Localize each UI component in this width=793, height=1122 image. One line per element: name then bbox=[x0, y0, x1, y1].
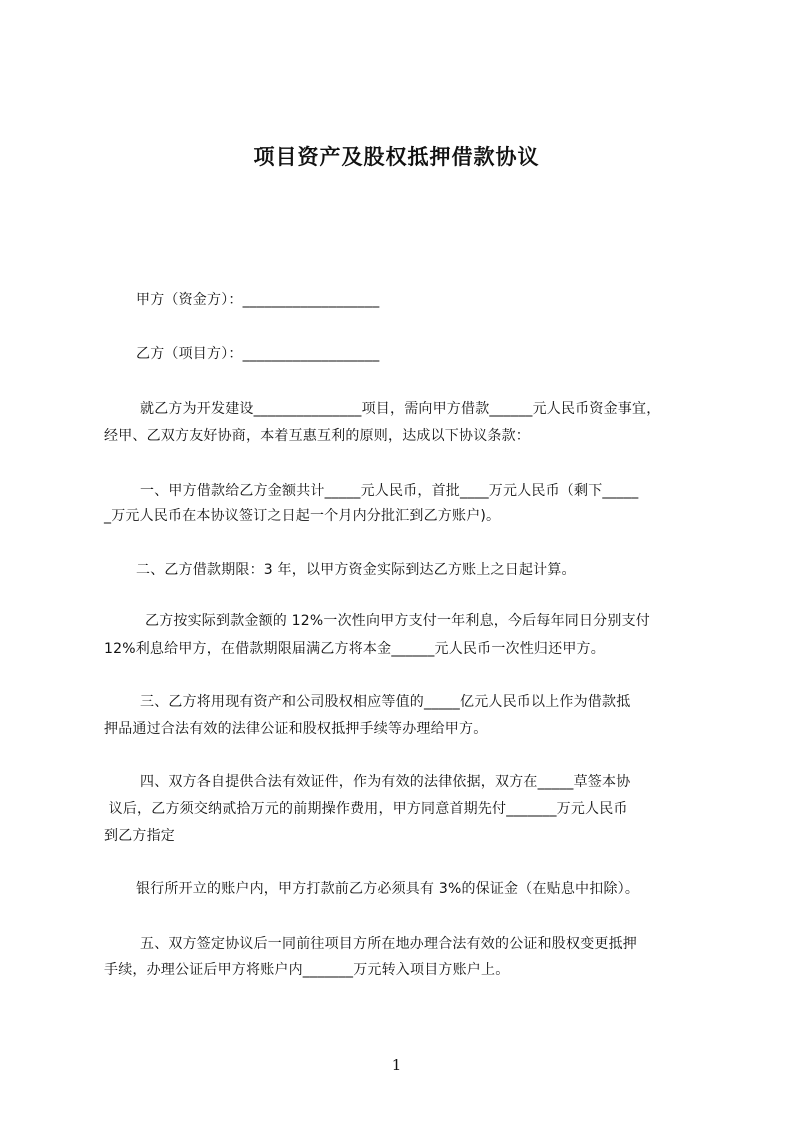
clause-4-line-2: 议后，乙方须交纳贰拾万元的前期操作费用，甲方同意首期先付_______万元人民币 bbox=[104, 801, 628, 817]
clause-1-line-1: 一、甲方借款给乙方金额共计_____元人民币，首批____万元人民币（剩下_____ bbox=[140, 483, 639, 499]
clause-4-line-3: 到乙方指定 bbox=[104, 828, 175, 844]
clause-2-line: 二、乙方借款期限：3 年，以甲方资金实际到达乙方账上之日起计算。 bbox=[136, 562, 576, 578]
clause-1-line-2: _万元人民币在本协议签订之日起一个月内分批汇到乙方账户)。 bbox=[104, 508, 501, 524]
interest-line-2: 12%利息给甲方，在借款期限届满乙方将本金______元人民币一次性归还甲方。 bbox=[104, 641, 605, 657]
page-number: 1 bbox=[391, 1056, 402, 1074]
clause-4-line-1: 四、双方各自提供合法有效证件，作为有效的法律依据，双方在_____草签本协 bbox=[140, 774, 631, 790]
clause-5-line-1: 五、双方签定协议后一同前往项目方所在地办理合法有效的公证和股权变更抵押 bbox=[140, 936, 637, 952]
party-a-line: 甲方（资金方）：___________________ bbox=[136, 292, 380, 308]
clause-3-line-2: 押品通过合法有效的法律公证和股权抵押手续等办理给甲方。 bbox=[104, 721, 488, 737]
preamble-line-1: 就乙方为开发建设_______________项目，需向甲方借款______元人民币资金事宜， bbox=[140, 401, 661, 417]
bank-account-line: 银行所开立的账户内，甲方打款前乙方必须具有 3%的保证金（在贴息中扣除）。 bbox=[136, 881, 640, 897]
clause-5-line-2: 手续，办理公证后甲方将账户内_______万元转入项目方账户上。 bbox=[104, 962, 510, 978]
preamble-line-2: 经甲、乙双方友好协商，本着互惠互利的原则，达成以下协议条款： bbox=[104, 428, 530, 444]
document-title: 项目资产及股权抵押借款协议 bbox=[253, 145, 540, 169]
party-b-line: 乙方（项目方）：___________________ bbox=[136, 346, 380, 362]
clause-3-line-1: 三、乙方将用现有资产和公司股权相应等值的_____亿元人民币以上作为借款抵 bbox=[140, 694, 631, 710]
interest-line-1: 乙方按实际到款金额的 12%一次性向甲方支付一年利息，今后每年同日分别支付 bbox=[145, 613, 650, 629]
